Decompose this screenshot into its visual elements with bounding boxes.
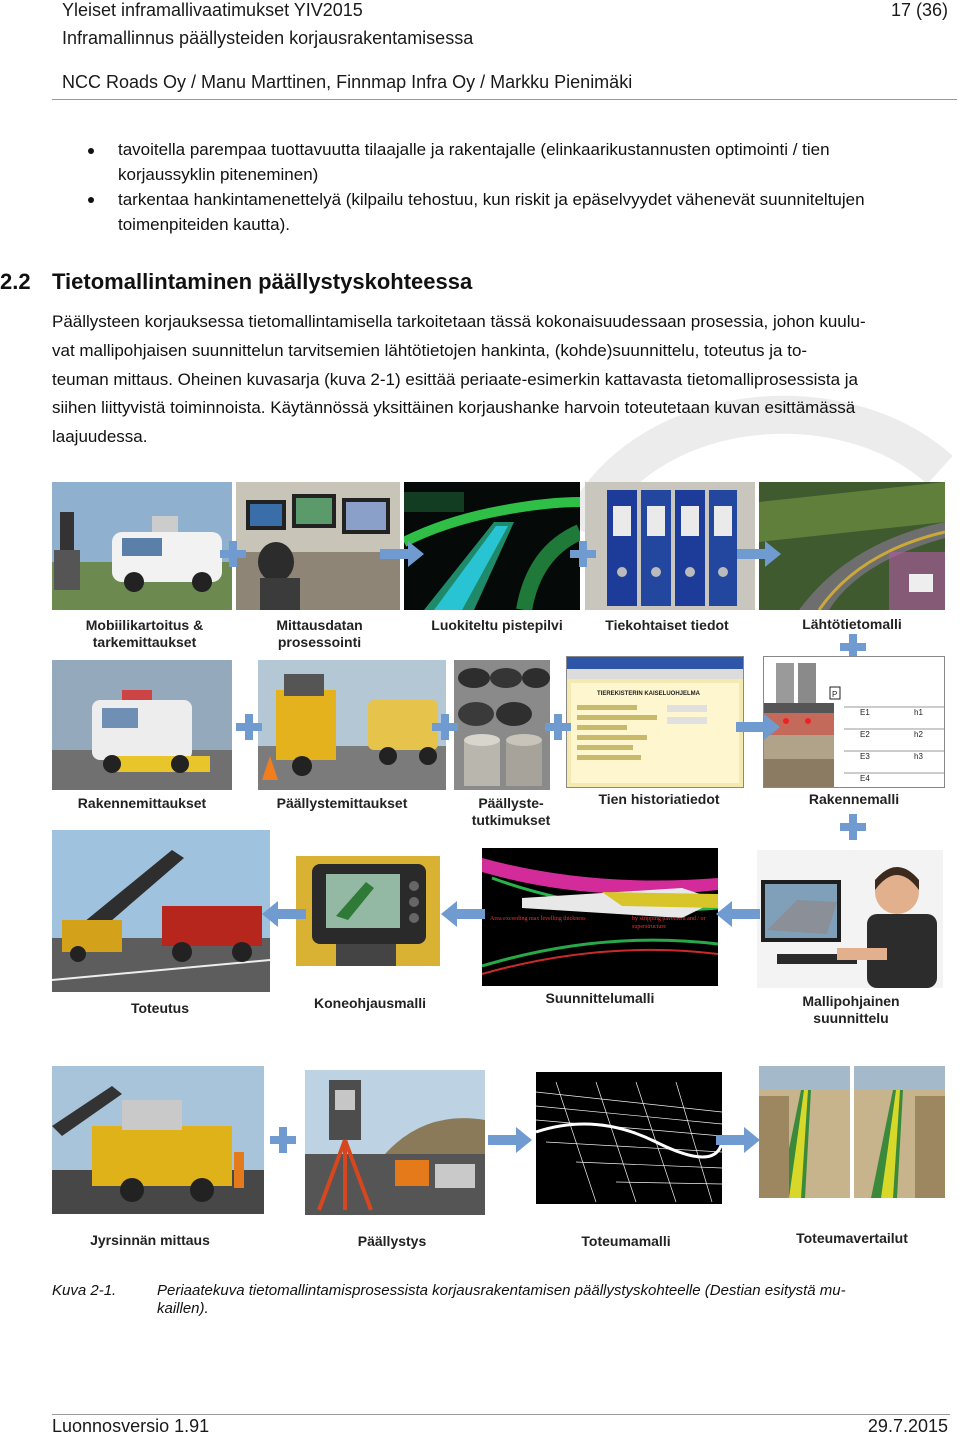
label-paving: Päällystys <box>357 1233 427 1249</box>
label-line: Mittausdatan <box>276 617 363 633</box>
arrow-connector <box>716 1127 760 1153</box>
label-mobile-mapping <box>72 617 217 651</box>
section-title: Tietomallintaminen päällystyskohteessa <box>52 269 473 294</box>
paragraph-line: Päällysteen korjauksessa tietomallintamisella tarkoitetaan tässä kokonaisuudessaan prosessia, johon kuulu- <box>52 312 866 331</box>
photo-machine-control <box>296 856 440 966</box>
label-line: suunnittelu <box>813 1010 889 1026</box>
label-road-data: Tiekohtaiset tiedot <box>605 617 729 633</box>
paragraph-line: laajuudessa. <box>52 427 148 446</box>
label-machine-control: Koneohjausmalli <box>313 995 427 1011</box>
arrow-connector <box>737 541 781 567</box>
layer-label: h3 <box>914 752 923 761</box>
footer-rule <box>52 1414 950 1415</box>
plus-connector <box>545 714 571 740</box>
photo-core-samples <box>454 660 550 790</box>
photo-as-built-model <box>536 1072 722 1204</box>
photo-construction <box>52 830 270 992</box>
footer-version: Luonnosversio 1.91 <box>52 1416 210 1436</box>
layer-label: h1 <box>914 708 923 717</box>
paragraph-line: siihen liittyvistä toiminnoista. Käytännössä yksittäinen korjaushanke harvoin toteutetaan kuvan esittämässä <box>52 398 856 417</box>
arrow-connector <box>488 1127 532 1153</box>
photo-paving <box>305 1070 485 1215</box>
label-design-model: Suunnittelumalli <box>545 990 655 1006</box>
design-note: Area exceeding max levelling thickness <box>490 916 586 922</box>
label-structure-measurement: Rakennemittaukset <box>77 795 207 811</box>
document-subtitle: Inframallinnus päällysteiden korjausrakentamisessa <box>62 28 474 48</box>
header-rule <box>52 99 957 100</box>
figure-caption-text: Periaatekuva tietomallintamisprosessista korjausrakentamisen päällystyskohteelle (Destian esitystä mu- <box>157 1282 846 1299</box>
label-model-design <box>776 993 926 1027</box>
bullet-text: toimenpiteiden kautta). <box>118 215 290 234</box>
document-title: Yleiset inframallivaatimukset YIV2015 <box>62 0 363 20</box>
label-data-processing <box>252 617 387 651</box>
bullet-dot <box>88 197 94 203</box>
photo-milling-measurement <box>52 1066 264 1214</box>
photo-model-design <box>757 850 943 988</box>
label-as-built-model: Toteumamalli <box>581 1233 671 1249</box>
figure-caption-label: Kuva 2-1. <box>52 1282 117 1299</box>
arrow-connector <box>716 901 760 927</box>
photo-structure-measurement <box>52 660 232 790</box>
label-line: Päällyste- <box>478 795 544 811</box>
label-line: prosessointi <box>277 634 362 650</box>
paragraph-line: teuman mittaus. Oheinen kuvasarja (kuva 2-1) esittää periaate-esimerkin kattavasta tietomalliprosessista ja <box>52 370 858 389</box>
photo-data-processing <box>236 482 400 610</box>
paragraph-line: vat mallipohjaisen suunnittelun tarvitsemien lähtötietojen hankinta, (kohde)suunnittelu, toteutus ja to- <box>52 341 808 360</box>
label-structure-model: Rakennemalli <box>808 791 900 807</box>
page-number: 17 (36) <box>890 0 948 20</box>
arrow-connector <box>262 901 306 927</box>
arrow-connector <box>380 541 424 567</box>
label-line: tarkemittaukset <box>92 634 197 650</box>
plus-connector <box>236 714 262 740</box>
label-line: Mobiilikartoitus & <box>85 617 204 633</box>
design-note: by stripping pavement and / or <box>632 916 706 922</box>
photo-road-history-screen <box>566 656 744 788</box>
photo-point-cloud <box>404 482 580 610</box>
arrow-connector <box>441 901 485 927</box>
footer-date: 29.7.2015 <box>867 1416 948 1436</box>
bullet-dot <box>88 148 94 154</box>
design-note: superstructure <box>632 924 666 930</box>
photo-as-built-comparison <box>759 1066 945 1198</box>
plus-connector <box>270 1127 296 1153</box>
plus-connector <box>840 814 866 840</box>
layer-label: P <box>832 690 838 699</box>
document-authors: NCC Roads Oy / Manu Marttinen, Finnmap Infra Oy / Markku Pienimäki <box>62 72 633 92</box>
layer-label: E4 <box>860 774 870 783</box>
section-number: 2.2 <box>0 269 31 294</box>
label-construction: Toteutus <box>130 1000 190 1016</box>
label-baseline-model: Lähtötietomalli <box>802 616 902 632</box>
photo-binders <box>585 482 755 610</box>
label-pavement-studies <box>448 795 574 829</box>
layer-label: E2 <box>860 730 870 739</box>
layer-label: h2 <box>914 730 923 739</box>
label-milling-measurement: Jyrsinnän mittaus <box>90 1232 210 1248</box>
label-line: tutkimukset <box>471 812 551 828</box>
layer-label: E3 <box>860 752 870 761</box>
screen-title: TIEREKISTERIN KAISELUOHJELMA <box>597 691 701 697</box>
layer-label: E1 <box>860 708 870 717</box>
label-as-built-comparison: Toteumavertailut <box>796 1230 908 1246</box>
photo-pavement-measurement <box>258 660 446 790</box>
bullet-text: tarkentaa hankintamenettelyä (kilpailu tehostuu, kun riskit ja epäselvyydet vähenevät suunniteltujen <box>118 190 865 209</box>
plus-connector <box>432 714 458 740</box>
bullet-text: korjaussyklin piteneminen) <box>118 165 319 184</box>
photo-baseline-model <box>759 482 945 610</box>
figure-caption-text: kaillen). <box>157 1300 209 1317</box>
photo-design-model <box>482 848 718 986</box>
plus-connector <box>570 541 596 567</box>
arrow-connector <box>736 714 780 740</box>
label-pavement-measurement: Päällystemittaukset <box>276 795 408 811</box>
photo-mobile-mapping <box>52 482 232 610</box>
photo-structure-model <box>763 656 945 788</box>
label-line: Mallipohjainen <box>802 993 900 1009</box>
bullet-text: tavoitella parempaa tuottavuutta tilaajalle ja rakentajalle (elinkaarikustannusten optimointi / tien <box>118 140 830 159</box>
label-road-history: Tien historiatiedot <box>598 791 720 807</box>
label-point-cloud: Luokiteltu pistepilvi <box>431 617 563 633</box>
plus-connector <box>220 541 246 567</box>
